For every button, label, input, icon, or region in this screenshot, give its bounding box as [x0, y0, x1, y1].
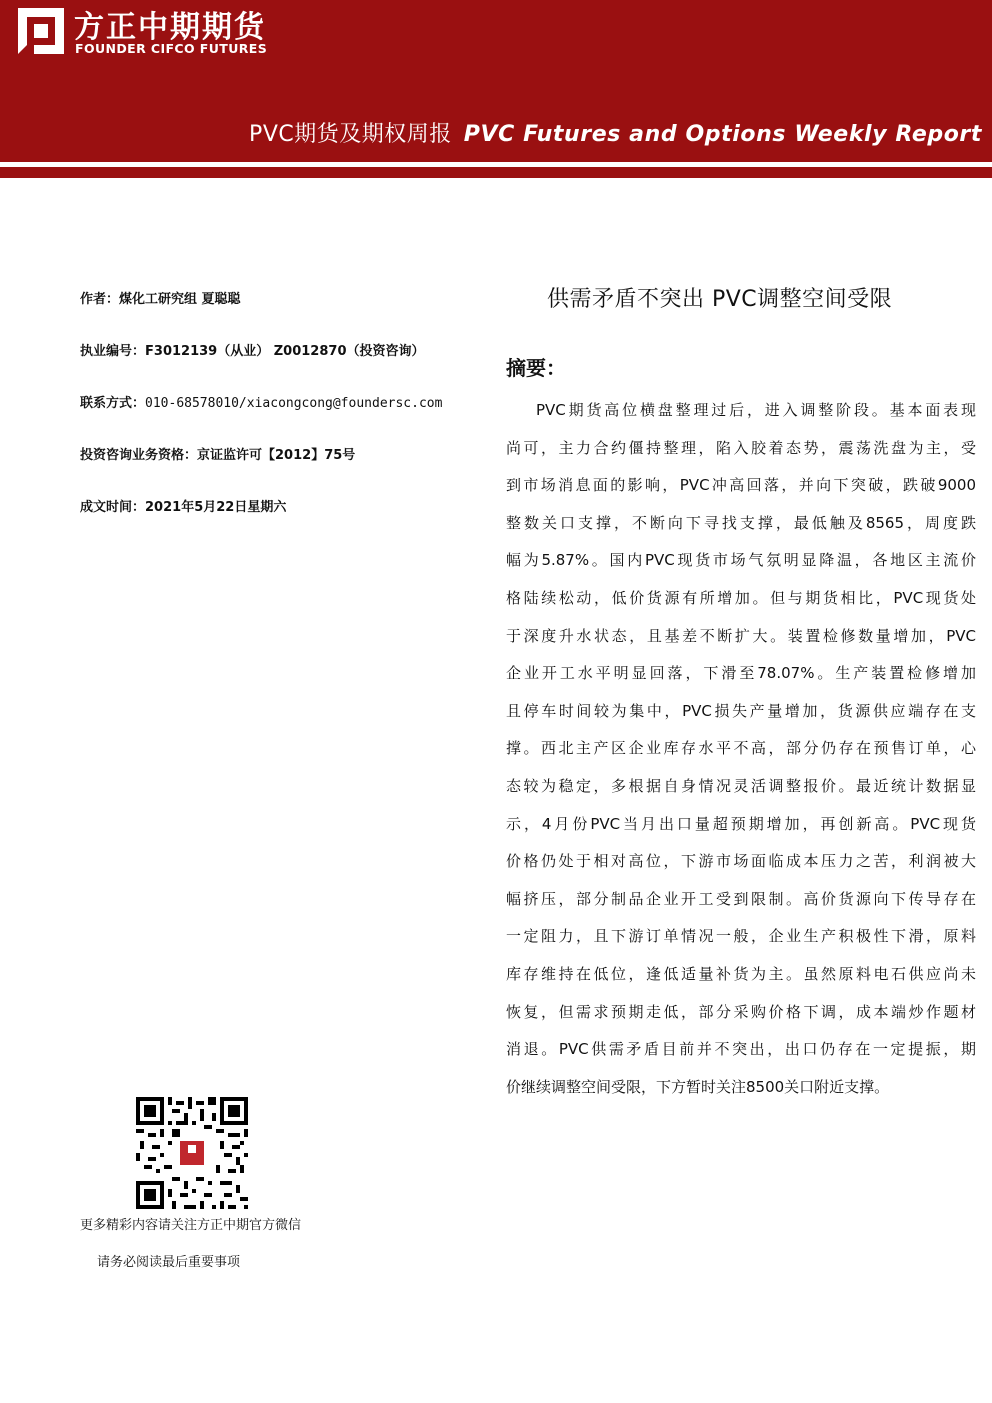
report-title-en: PVC Futures and Options Weekly Report [463, 122, 982, 147]
abstract-line: 幅挤压，部分制品企业开工受到限制。高价货源向下传导存在 [506, 889, 976, 908]
article-title: 供需矛盾不突出 PVC调整空间受限 [547, 287, 893, 312]
abstract-line: 撑。西北主产区企业库存水平不高，部分仍存在预售订单，心 [506, 739, 976, 758]
qualification-line [80, 444, 355, 463]
abstract-line: 到市场消息面的影响，PVC冲高回落，并向下突破，跌破9000 [506, 476, 976, 495]
abstract-line: 企业开工水平明显回落，下滑至78.07%。生产装置检修增加 [506, 664, 976, 683]
abstract-line: 幅为5.87%。国内PVC现货市场气氛明显降温，各地区主流价 [506, 551, 976, 570]
abstract-heading: 摘要： [506, 356, 566, 380]
abstract-line: 且停车时间较为集中，PVC损失产量增加，货源供应端存在支 [506, 701, 976, 720]
abstract-line: 于深度升水状态，且基差不断扩大。装置检修数量增加，PVC [506, 626, 976, 645]
abstract-line: 消退。PVC供需矛盾目前并不突出，出口仍存在一定提振，期 [506, 1040, 976, 1059]
abstract-line: 整数关口支撑，不断向下寻找支撑，最低触及8565，周度跌 [506, 513, 976, 532]
abstract-line: 价继续调整空间受限，下方暂时关注8500关口附近支撑。 [506, 1077, 890, 1096]
abstract-line: 示，4月份PVC当月出口量超预期增加，再创新高。PVC现货 [506, 814, 976, 833]
abstract-line: 一定阻力，且下游订单情况一般，企业生产积极性下滑，原料 [506, 927, 976, 946]
qr-caption: 更多精彩内容请关注方正中期官方微信 [80, 1218, 302, 1233]
abstract-line: 尚可，主力合约僵持整理，陷入胶着态势，震荡洗盘为主，受 [506, 438, 976, 457]
abstract-line: PVC期货高位横盘整理过后，进入调整阶段。基本面表现 [536, 401, 976, 419]
qr-code-icon[interactable] [136, 1097, 248, 1209]
contact-line [80, 392, 442, 411]
important-notice: 请务必阅读最后重要事项 [97, 1255, 241, 1270]
license-value: F3012139（从业） Z0012870（投资咨询） [145, 344, 425, 359]
contact-value[interactable]: 010-68578010/xiacongcong@foundersc.com [145, 396, 443, 411]
abstract-line: 库存维持在低位，逢低适量补货为主。虽然原料电石供应尚未 [506, 964, 976, 983]
author-value: 煤化工研究组 夏聪聪 [119, 292, 241, 307]
logo-icon [18, 8, 64, 54]
abstract-line: 价格仍处于相对高位，下游市场面临成本压力之苦，利润被大 [506, 852, 976, 871]
abstract-line: 恢复，但需求预期走低，部分采购价格下调，成本端炒作题材 [506, 1002, 976, 1021]
contact-label: 联系方式： [80, 396, 146, 411]
report-title-cn: PVC期货及期权周报 [249, 122, 452, 147]
author-line [80, 288, 241, 307]
date-label: 成文时间： [80, 500, 146, 515]
report-title [249, 117, 982, 148]
header-divider-red [0, 167, 992, 178]
license-line [80, 340, 424, 359]
abstract-line: 态较为稳定，多根据自身情况灵活调整报价。最近统计数据显 [506, 776, 976, 795]
author-label: 作者： [80, 292, 120, 307]
header-banner [0, 0, 992, 162]
abstract-line: 格陆续松动，低价货源有所增加。但与期货相比，PVC现货处 [506, 588, 976, 607]
qualification-value: 京证监许可【2012】75号 [197, 448, 356, 463]
date-line [80, 496, 286, 515]
qualification-label: 投资咨询业务资格： [80, 448, 198, 463]
license-label: 执业编号： [80, 344, 146, 359]
abstract-body [506, 392, 976, 1106]
logo-english-name: FOUNDER CIFCO FUTURES [75, 41, 268, 56]
date-value: 2021年5月22日星期六 [145, 500, 287, 515]
logo-chinese-name: 方正中期期货 [74, 10, 266, 45]
